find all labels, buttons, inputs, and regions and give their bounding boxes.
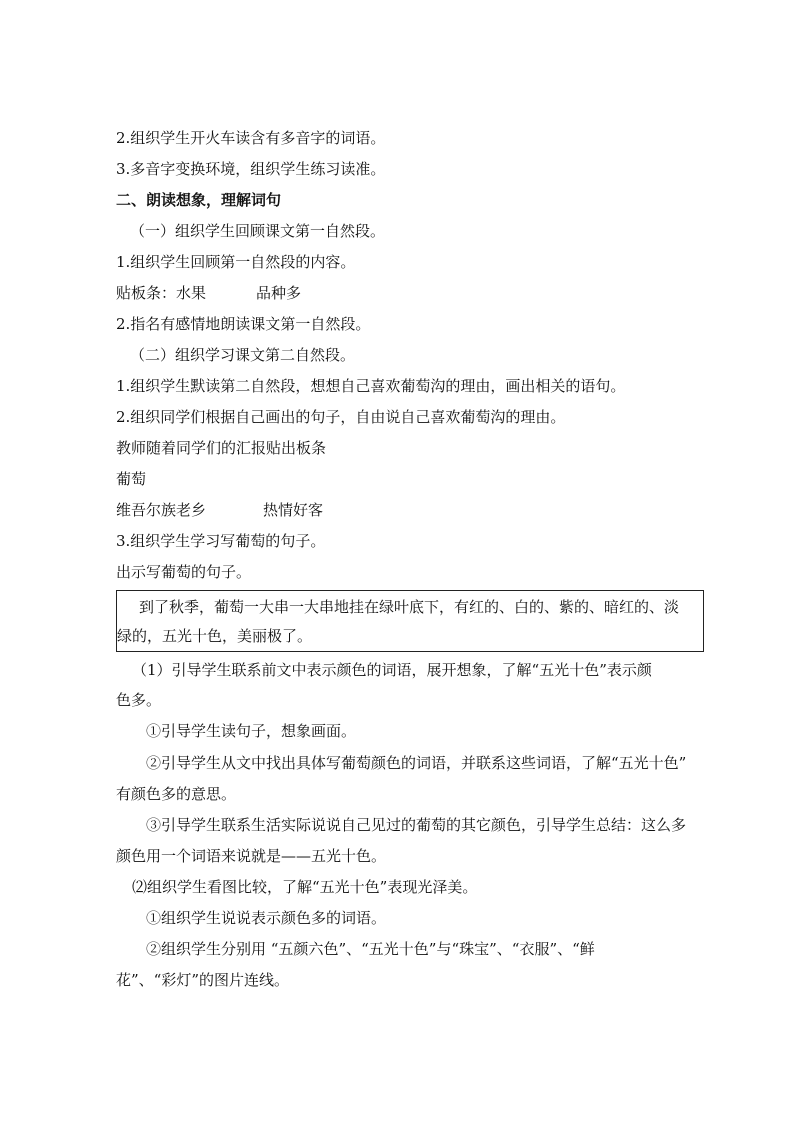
text-line-reasons: 2.组织同学们根据自己画出的句子，自由说自己喜欢葡萄沟的理由。 [116,408,566,426]
text-line-match-pictures-1: ②组织学生分别用 “五颜六色”、“五光十色”与“珠宝”、“衣服”、“鲜 [146,940,595,958]
text-line-read-aloud: 2.指名有感情地朗读课文第一自然段。 [116,315,371,333]
text-line-guide-color-2: 色多。 [116,691,162,709]
board-strip-fruit: 贴板条：水果 [116,284,207,302]
text-line-life-colors-1: ③引导学生联系生活实际说说自己见过的葡萄的其它颜色，引导学生总结：这么多 [146,816,687,834]
subsection-heading-one: （一）组织学生回顾课文第一自然段。 [130,222,386,240]
quote-line-2: 绿的，五光十色，美丽极了。 [117,627,313,645]
text-line-show-sentence: 出示写葡萄的句子。 [116,563,252,581]
text-line-guide-color-1: （1）引导学生联系前文中表示颜色的词语，展开想象，了解“五光十色”表示颜 [132,661,652,679]
board-strip-variety: 品种多 [256,284,302,302]
text-line-match-pictures-2: 花”、“彩灯”的图片连线。 [116,971,290,989]
board-strip-hospitable: 热情好客 [263,501,324,519]
text-line-silent-reading: 1.组织学生默读第二自然段，想想自己喜欢葡萄沟的理由，画出相关的语句。 [116,377,626,395]
quote-line-1: 到了秋季，葡萄一大串一大串地挂在绿叶底下，有红的、白的、紫的、暗红的、淡 [139,598,680,616]
text-line-grape-sentence: 3.组织学生学习写葡萄的句子。 [116,532,326,550]
quote-box [116,590,704,652]
text-line-find-words-2: 有颜色多的意思。 [116,785,237,803]
text-line-multiphonic-train: 2.组织学生开火车读含有多音字的词语。 [116,129,386,147]
board-strip-grape: 葡萄 [116,470,147,488]
subsection-heading-two: （二）组织学习课文第二自然段。 [130,346,356,364]
text-line-find-words-1: ②引导学生从文中找出具体写葡萄颜色的词语，并联系这些词语，了解“五光十色” [146,754,687,772]
text-line-compare-pictures: ⑵组织学生看图比较，了解“五光十色”表现光泽美。 [132,878,478,896]
text-line-life-colors-2: 颜色用一个词语来说就是——五光十色。 [116,847,387,865]
text-line-teacher-board: 教师随着同学们的汇报贴出板条 [116,439,327,457]
text-line-review-content: 1.组织学生回顾第一自然段的内容。 [116,253,356,271]
text-line-read-imagine: ①引导学生读句子，想象画面。 [146,722,357,740]
text-line-multiphonic-practice: 3.多音字变换环境，组织学生练习读准。 [116,160,386,178]
board-strip-uyghur: 维吾尔族老乡 [116,501,207,519]
section-heading-reading: 二、朗读想象，理解词句 [116,191,282,209]
text-line-color-words: ①组织学生说说表示颜色多的词语。 [146,909,387,927]
